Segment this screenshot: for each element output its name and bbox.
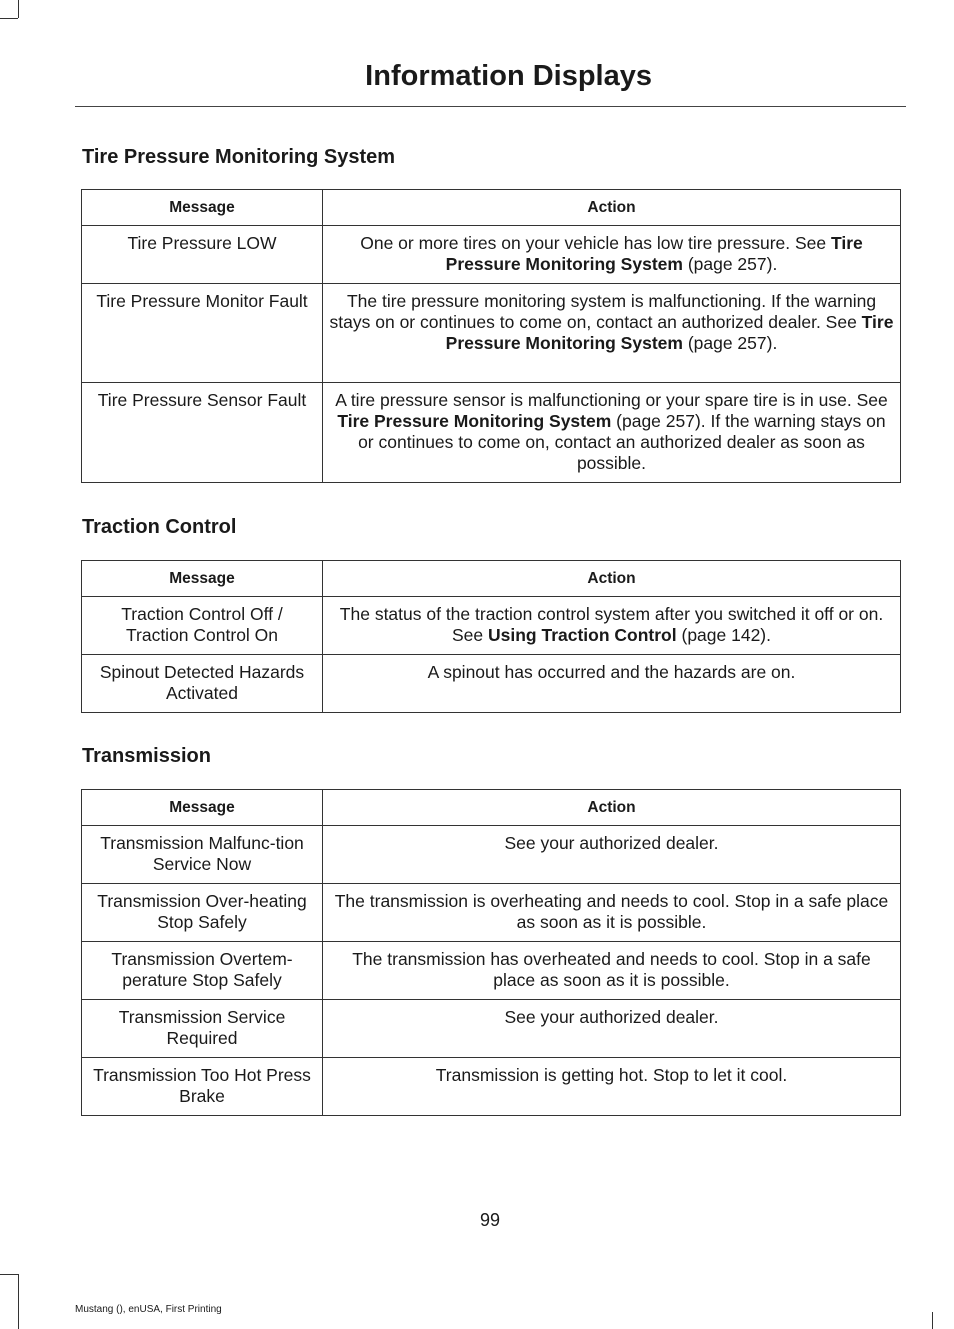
section-heading-transmission: Transmission (82, 745, 211, 767)
table-row (82, 1058, 901, 1116)
action-cell: A spinout has occurred and the hazards are on. (323, 655, 901, 713)
table-header-row (82, 790, 901, 826)
edition-footer: Mustang (), enUSA, First Printing (75, 1304, 222, 1315)
column-header-action: Action (323, 561, 901, 597)
table-header-row (82, 190, 901, 226)
action-text: A tire pressure sensor is malfunctioning or your spare tire is in use. See (335, 390, 888, 410)
message-cell: Spinout Detected Hazards Activated (82, 655, 323, 713)
table-row (82, 226, 901, 284)
table-row (82, 826, 901, 884)
cross-reference-link[interactable]: Tire Pressure Monitoring System (445, 312, 894, 353)
section-heading-traction-control: Traction Control (82, 516, 237, 538)
action-text: (page 257). (682, 254, 778, 274)
table-row (82, 942, 901, 1000)
action-text: (page 257). (682, 333, 778, 353)
crop-mark (18, 0, 19, 18)
action-cell: See your authorized dealer. (323, 826, 901, 884)
message-cell: Transmission Service Required (82, 1000, 323, 1058)
table-header-row (82, 561, 901, 597)
section-heading-tpms: Tire Pressure Monitoring System (82, 146, 396, 168)
message-cell: Transmission Over-heating Stop Safely (82, 884, 323, 942)
action-cell (323, 284, 901, 383)
column-header-action: Action (323, 790, 901, 826)
table-row (82, 284, 901, 383)
table-row (82, 884, 901, 942)
table-row (82, 383, 901, 483)
cross-reference-link[interactable]: Using Traction Control (488, 625, 677, 645)
cross-reference-link[interactable]: Tire Pressure Monitoring System (337, 411, 612, 431)
crop-mark (0, 1274, 18, 1275)
message-cell: Traction Control Off / Traction Control On (82, 597, 323, 655)
crop-mark (18, 1274, 19, 1329)
column-header-message: Message (82, 561, 323, 597)
action-text: The tire pressure monitoring system is malfunctioning. If the warning stays on or continues to come on, contact an authorized dealer. See (329, 291, 877, 332)
table-row (82, 655, 901, 713)
action-cell: See your authorized dealer. (323, 1000, 901, 1058)
action-cell: Transmission is getting hot. Stop to let it cool. (323, 1058, 901, 1116)
table-row (82, 1000, 901, 1058)
transmission-table (81, 789, 901, 1116)
action-text: (page 257). If the warning stays on or continues to come on, contact an authorized dealer as soon as possible. (358, 411, 886, 473)
table-row (82, 597, 901, 655)
action-cell (323, 383, 901, 483)
column-header-action: Action (323, 190, 901, 226)
message-cell: Tire Pressure LOW (82, 226, 323, 284)
action-cell: The transmission has overheated and needs to cool. Stop in a safe place as soon as it is possible. (323, 942, 901, 1000)
action-text: One or more tires on your vehicle has low tire pressure. See (360, 233, 831, 253)
action-cell: The transmission is overheating and needs to cool. Stop in a safe place as soon as it is possible. (323, 884, 901, 942)
tpms-table (81, 189, 901, 483)
column-header-message: Message (82, 190, 323, 226)
action-cell (323, 597, 901, 655)
message-cell: Tire Pressure Sensor Fault (82, 383, 323, 483)
page-number: 99 (479, 1210, 501, 1230)
message-cell: Transmission Too Hot Press Brake (82, 1058, 323, 1116)
crop-mark (0, 18, 18, 19)
action-cell (323, 226, 901, 284)
title-divider (75, 106, 906, 107)
page-title: Information Displays (365, 60, 652, 92)
message-cell: Tire Pressure Monitor Fault (82, 284, 323, 383)
cross-reference-link[interactable]: Tire Pressure Monitoring System (445, 233, 863, 274)
message-cell: Transmission Malfunc-tion Service Now (82, 826, 323, 884)
action-text: The status of the traction control system after you switched it off or on. See (339, 604, 884, 645)
traction-control-table (81, 560, 901, 713)
column-header-message: Message (82, 790, 323, 826)
message-cell: Transmission Overtem-perature Stop Safely (82, 942, 323, 1000)
action-text: (page 142). (676, 625, 771, 645)
crop-mark (932, 1312, 933, 1329)
